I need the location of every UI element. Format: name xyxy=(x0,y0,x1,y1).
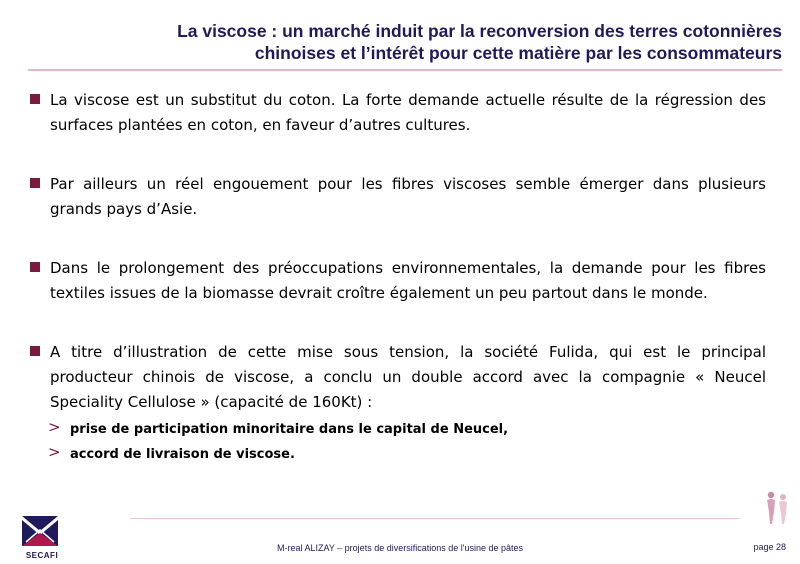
bullet-item xyxy=(30,172,766,222)
logo-mark-icon xyxy=(22,516,58,546)
logo-text: SECAFI xyxy=(25,551,59,560)
square-bullet-icon xyxy=(30,94,40,104)
bullet-item xyxy=(30,256,766,306)
sub-bullet-item xyxy=(30,417,766,442)
square-bullet-icon xyxy=(30,262,40,272)
title-line-1: La viscose : un marché induit par la reconversion des terres cotonnières xyxy=(177,21,782,41)
secafi-logo xyxy=(22,516,62,560)
footer-divider xyxy=(130,518,740,519)
decorative-figures-icon xyxy=(762,490,792,530)
bullet-text: La viscose est un substitut du coton. La forte demande actuelle résulte de la régression des surfaces plantées en coton, en faveur d’autres cultures. xyxy=(50,91,766,134)
title-line-2: chinoises et l’intérêt pour cette matière par les consommateurs xyxy=(254,43,782,63)
bullet-list xyxy=(30,88,766,467)
sub-bullet-item xyxy=(30,442,766,467)
chevron-right-icon: > xyxy=(48,418,61,436)
chevron-right-icon: > xyxy=(48,443,61,461)
square-bullet-icon xyxy=(30,346,40,356)
page-number: page 28 xyxy=(753,542,786,552)
slide-title xyxy=(20,20,782,64)
bullet-item xyxy=(30,340,766,415)
square-bullet-icon xyxy=(30,178,40,188)
bullet-text: Par ailleurs un réel engouement pour les fibres viscoses semble émerger dans plusieurs grands pays d’Asie. xyxy=(50,175,766,218)
footer-caption: M-real ALIZAY – projets de diversifications de l'usine de pâtes xyxy=(276,543,523,553)
bullet-text: A titre d’illustration de cette mise sous tension, la société Fulida, qui est le principal producteur chinois de viscose, a conclu un double accord avec la compagnie « Neucel Speciality Cellulose » (capacité de 160Kt) : xyxy=(50,343,766,411)
sub-bullet-text: prise de participation minoritaire dans le capital de Neucel, xyxy=(70,422,509,437)
title-divider xyxy=(28,69,782,71)
bullet-text: Dans le prolongement des préoccupations environnementales, la demande pour les fibres textiles issues de la biomasse devrait croître également un peu partout dans le monde. xyxy=(50,259,766,302)
bullet-item xyxy=(30,88,766,138)
sub-bullet-text: accord de livraison de viscose. xyxy=(70,447,295,462)
